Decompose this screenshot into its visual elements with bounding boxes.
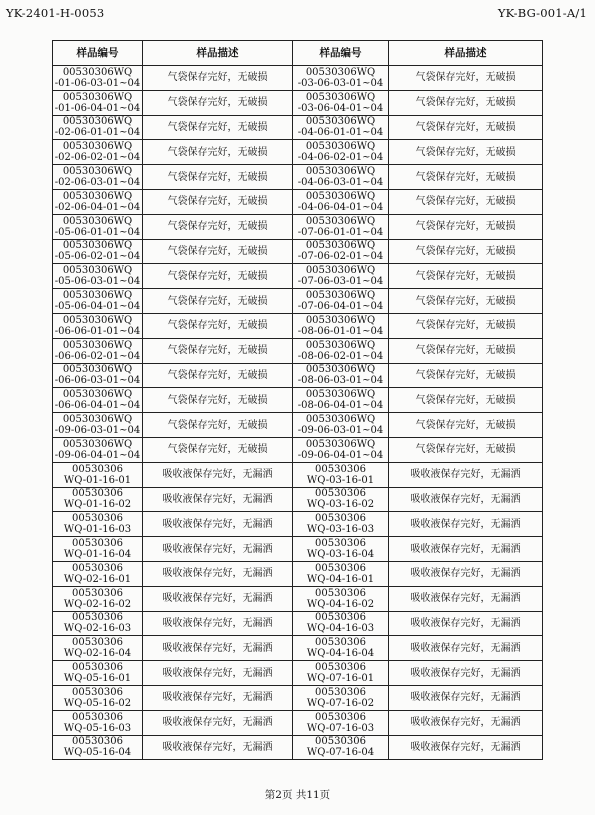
sample-description-cell: 气袋保存完好，无破损 — [389, 289, 543, 314]
table-row — [53, 512, 543, 537]
table-header-row — [53, 41, 543, 66]
sample-id-cell: 00530306 WQ-03-16-04 — [293, 537, 389, 562]
sample-description-cell: 气袋保存完好，无破损 — [143, 140, 293, 165]
sample-description-cell: 气袋保存完好，无破损 — [143, 189, 293, 214]
sample-description-cell: 气袋保存完好，无破损 — [143, 90, 293, 115]
sample-description-cell: 吸收液保存完好，无漏洒 — [389, 685, 543, 710]
table-row — [53, 66, 543, 91]
sample-id-cell: 00530306 WQ-03-16-03 — [293, 512, 389, 537]
sample-description-cell: 气袋保存完好，无破损 — [143, 165, 293, 190]
sample-description-cell: 气袋保存完好，无破损 — [389, 338, 543, 363]
sample-description-cell: 气袋保存完好，无破损 — [389, 239, 543, 264]
sample-id-cell: 00530306 WQ-02-16-01 — [53, 561, 143, 586]
sample-id-cell: 00530306WQ -07-06-04-01~04 — [293, 289, 389, 314]
sample-id-cell: 00530306WQ -07-06-02-01~04 — [293, 239, 389, 264]
sample-id-cell: 00530306WQ -01-06-03-01~04 — [53, 66, 143, 91]
sample-description-cell: 气袋保存完好，无破损 — [143, 388, 293, 413]
sample-id-cell: 00530306 WQ-07-16-01 — [293, 661, 389, 686]
table-row — [53, 388, 543, 413]
table-row — [53, 363, 543, 388]
sample-id-cell: 00530306WQ -08-06-03-01~04 — [293, 363, 389, 388]
sample-id-cell: 00530306 WQ-07-16-03 — [293, 710, 389, 735]
sample-id-cell: 00530306WQ -06-06-01-01~04 — [53, 313, 143, 338]
sample-id-cell: 00530306WQ -04-06-04-01~04 — [293, 189, 389, 214]
sample-description-cell: 吸收液保存完好，无漏洒 — [143, 462, 293, 487]
sample-id-cell: 00530306WQ -09-06-03-01~04 — [53, 413, 143, 438]
sample-description-cell: 气袋保存完好，无破损 — [143, 289, 293, 314]
sample-description-cell: 吸收液保存完好，无漏洒 — [389, 586, 543, 611]
table-row — [53, 338, 543, 363]
table-row — [53, 710, 543, 735]
sample-description-cell: 吸收液保存完好，无漏洒 — [389, 661, 543, 686]
sample-id-cell: 00530306WQ -09-06-03-01~04 — [293, 413, 389, 438]
sample-id-cell: 00530306 WQ-01-16-02 — [53, 487, 143, 512]
sample-id-cell: 00530306WQ -01-06-04-01~04 — [53, 90, 143, 115]
table-row — [53, 661, 543, 686]
sample-description-cell: 吸收液保存完好，无漏洒 — [389, 462, 543, 487]
sample-description-cell: 气袋保存完好，无破损 — [143, 363, 293, 388]
sample-description-cell: 气袋保存完好，无破损 — [143, 66, 293, 91]
sample-id-cell: 00530306 WQ-05-16-03 — [53, 710, 143, 735]
sample-id-cell: 00530306WQ -05-06-02-01~04 — [53, 239, 143, 264]
sample-description-cell: 吸收液保存完好，无漏洒 — [389, 710, 543, 735]
sample-description-cell: 气袋保存完好，无破损 — [389, 363, 543, 388]
sample-id-cell: 00530306 WQ-05-16-02 — [53, 685, 143, 710]
sample-id-cell: 00530306WQ -02-06-02-01~04 — [53, 140, 143, 165]
sample-id-cell: 00530306 WQ-03-16-02 — [293, 487, 389, 512]
sample-description-cell: 气袋保存完好，无破损 — [389, 189, 543, 214]
table-row — [53, 140, 543, 165]
sample-description-cell: 气袋保存完好，无破损 — [143, 115, 293, 140]
sample-description-cell: 气袋保存完好，无破损 — [143, 313, 293, 338]
sample-description-cell: 气袋保存完好，无破损 — [389, 140, 543, 165]
sample-id-cell: 00530306WQ -04-06-01-01~04 — [293, 115, 389, 140]
sample-id-cell: 00530306 WQ-03-16-01 — [293, 462, 389, 487]
sample-description-cell: 气袋保存完好，无破损 — [389, 264, 543, 289]
table-row — [53, 437, 543, 462]
sample-description-cell: 气袋保存完好，无破损 — [143, 437, 293, 462]
table-row — [53, 561, 543, 586]
sample-id-cell: 00530306 WQ-04-16-02 — [293, 586, 389, 611]
table-row — [53, 462, 543, 487]
sample-description-cell: 气袋保存完好，无破损 — [389, 437, 543, 462]
sample-id-cell: 00530306WQ -07-06-01-01~04 — [293, 214, 389, 239]
sample-id-cell: 00530306 WQ-04-16-03 — [293, 611, 389, 636]
header-sample-description: 样品描述 — [143, 41, 293, 66]
sample-description-cell: 吸收液保存完好，无漏洒 — [389, 487, 543, 512]
table-row — [53, 264, 543, 289]
table-row — [53, 289, 543, 314]
sample-description-cell: 吸收液保存完好，无漏洒 — [143, 735, 293, 760]
table-row — [53, 586, 543, 611]
header-sample-id: 样品编号 — [53, 41, 143, 66]
table-row — [53, 413, 543, 438]
sample-id-cell: 00530306WQ -06-06-02-01~04 — [53, 338, 143, 363]
sample-id-cell: 00530306WQ -07-06-03-01~04 — [293, 264, 389, 289]
table-row — [53, 735, 543, 760]
table-row — [53, 115, 543, 140]
sample-description-cell: 气袋保存完好，无破损 — [389, 115, 543, 140]
sample-id-cell: 00530306 WQ-02-16-04 — [53, 636, 143, 661]
table-row — [53, 611, 543, 636]
sample-description-cell: 吸收液保存完好，无漏洒 — [143, 586, 293, 611]
sample-id-cell: 00530306 WQ-05-16-04 — [53, 735, 143, 760]
table-row — [53, 537, 543, 562]
sample-description-cell: 气袋保存完好，无破损 — [143, 239, 293, 264]
sample-description-cell: 吸收液保存完好，无漏洒 — [389, 636, 543, 661]
table-row — [53, 685, 543, 710]
sample-description-cell: 吸收液保存完好，无漏洒 — [143, 661, 293, 686]
table-row — [53, 214, 543, 239]
sample-id-cell: 00530306WQ -04-06-03-01~04 — [293, 165, 389, 190]
sample-id-cell: 00530306WQ -08-06-04-01~04 — [293, 388, 389, 413]
sample-id-cell: 00530306 WQ-04-16-04 — [293, 636, 389, 661]
sample-description-cell: 吸收液保存完好，无漏洒 — [389, 735, 543, 760]
sample-description-cell: 气袋保存完好，无破损 — [389, 90, 543, 115]
sample-id-cell: 00530306WQ -03-06-04-01~04 — [293, 90, 389, 115]
sample-description-cell: 吸收液保存完好，无漏洒 — [143, 636, 293, 661]
table-row — [53, 239, 543, 264]
sample-id-cell: 00530306WQ -05-06-01-01~04 — [53, 214, 143, 239]
sample-id-cell: 00530306WQ -05-06-04-01~04 — [53, 289, 143, 314]
sample-description-cell: 吸收液保存完好，无漏洒 — [389, 611, 543, 636]
sample-description-cell: 气袋保存完好，无破损 — [143, 413, 293, 438]
sample-description-cell: 气袋保存完好，无破损 — [389, 413, 543, 438]
sample-description-cell: 气袋保存完好，无破损 — [389, 388, 543, 413]
sample-id-cell: 00530306 WQ-01-16-01 — [53, 462, 143, 487]
sample-id-cell: 00530306WQ -09-06-04-01~04 — [53, 437, 143, 462]
sample-description-cell: 气袋保存完好，无破损 — [143, 214, 293, 239]
sample-id-cell: 00530306 WQ-07-16-02 — [293, 685, 389, 710]
sample-id-cell: 00530306WQ -06-06-03-01~04 — [53, 363, 143, 388]
sample-id-cell: 00530306WQ -08-06-02-01~04 — [293, 338, 389, 363]
sample-description-cell: 吸收液保存完好，无漏洒 — [143, 487, 293, 512]
sample-id-cell: 00530306WQ -02-06-01-01~04 — [53, 115, 143, 140]
sample-description-cell: 气袋保存完好，无破损 — [389, 214, 543, 239]
sample-description-cell: 吸收液保存完好，无漏洒 — [143, 710, 293, 735]
page-number: 第2页 共11页 — [264, 789, 331, 801]
sample-id-cell: 00530306WQ -04-06-02-01~04 — [293, 140, 389, 165]
table-row — [53, 313, 543, 338]
sample-id-cell: 00530306WQ -09-06-04-01~04 — [293, 437, 389, 462]
sample-description-cell: 吸收液保存完好，无漏洒 — [389, 512, 543, 537]
table-row — [53, 189, 543, 214]
sample-id-cell: 00530306WQ -02-06-03-01~04 — [53, 165, 143, 190]
sample-description-cell: 气袋保存完好，无破损 — [389, 66, 543, 91]
sample-id-cell: 00530306 WQ-02-16-02 — [53, 586, 143, 611]
sample-id-cell: 00530306WQ -05-06-03-01~04 — [53, 264, 143, 289]
sample-table — [52, 40, 543, 760]
report-number: YK-2401-H-0053 — [6, 6, 105, 20]
sample-id-cell: 00530306 WQ-01-16-04 — [53, 537, 143, 562]
sample-description-cell: 吸收液保存完好，无漏洒 — [389, 537, 543, 562]
sample-description-cell: 吸收液保存完好，无漏洒 — [143, 561, 293, 586]
header-sample-description: 样品描述 — [389, 41, 543, 66]
sample-description-cell: 吸收液保存完好，无漏洒 — [143, 512, 293, 537]
sample-description-cell: 气袋保存完好，无破损 — [389, 165, 543, 190]
table-row — [53, 165, 543, 190]
sample-description-cell: 吸收液保存完好，无漏洒 — [389, 561, 543, 586]
sample-description-cell: 气袋保存完好，无破损 — [389, 313, 543, 338]
sample-id-cell: 00530306WQ -06-06-04-01~04 — [53, 388, 143, 413]
sample-id-cell: 00530306WQ -03-06-03-01~04 — [293, 66, 389, 91]
sample-description-cell: 气袋保存完好，无破损 — [143, 264, 293, 289]
sample-id-cell: 00530306 WQ-04-16-01 — [293, 561, 389, 586]
sample-description-cell: 气袋保存完好，无破损 — [143, 338, 293, 363]
sample-description-cell: 吸收液保存完好，无漏洒 — [143, 537, 293, 562]
sample-id-cell: 00530306 WQ-07-16-04 — [293, 735, 389, 760]
sample-description-cell: 吸收液保存完好，无漏洒 — [143, 611, 293, 636]
table-row — [53, 90, 543, 115]
sample-description-cell: 吸收液保存完好，无漏洒 — [143, 685, 293, 710]
sample-id-cell: 00530306 WQ-02-16-03 — [53, 611, 143, 636]
sample-id-cell: 00530306WQ -08-06-01-01~04 — [293, 313, 389, 338]
header-sample-id: 样品编号 — [293, 41, 389, 66]
form-code: YK-BG-001-A/1 — [497, 6, 587, 20]
sample-id-cell: 00530306 WQ-01-16-03 — [53, 512, 143, 537]
sample-id-cell: 00530306 WQ-05-16-01 — [53, 661, 143, 686]
table-row — [53, 487, 543, 512]
sample-id-cell: 00530306WQ -02-06-04-01~04 — [53, 189, 143, 214]
table-row — [53, 636, 543, 661]
